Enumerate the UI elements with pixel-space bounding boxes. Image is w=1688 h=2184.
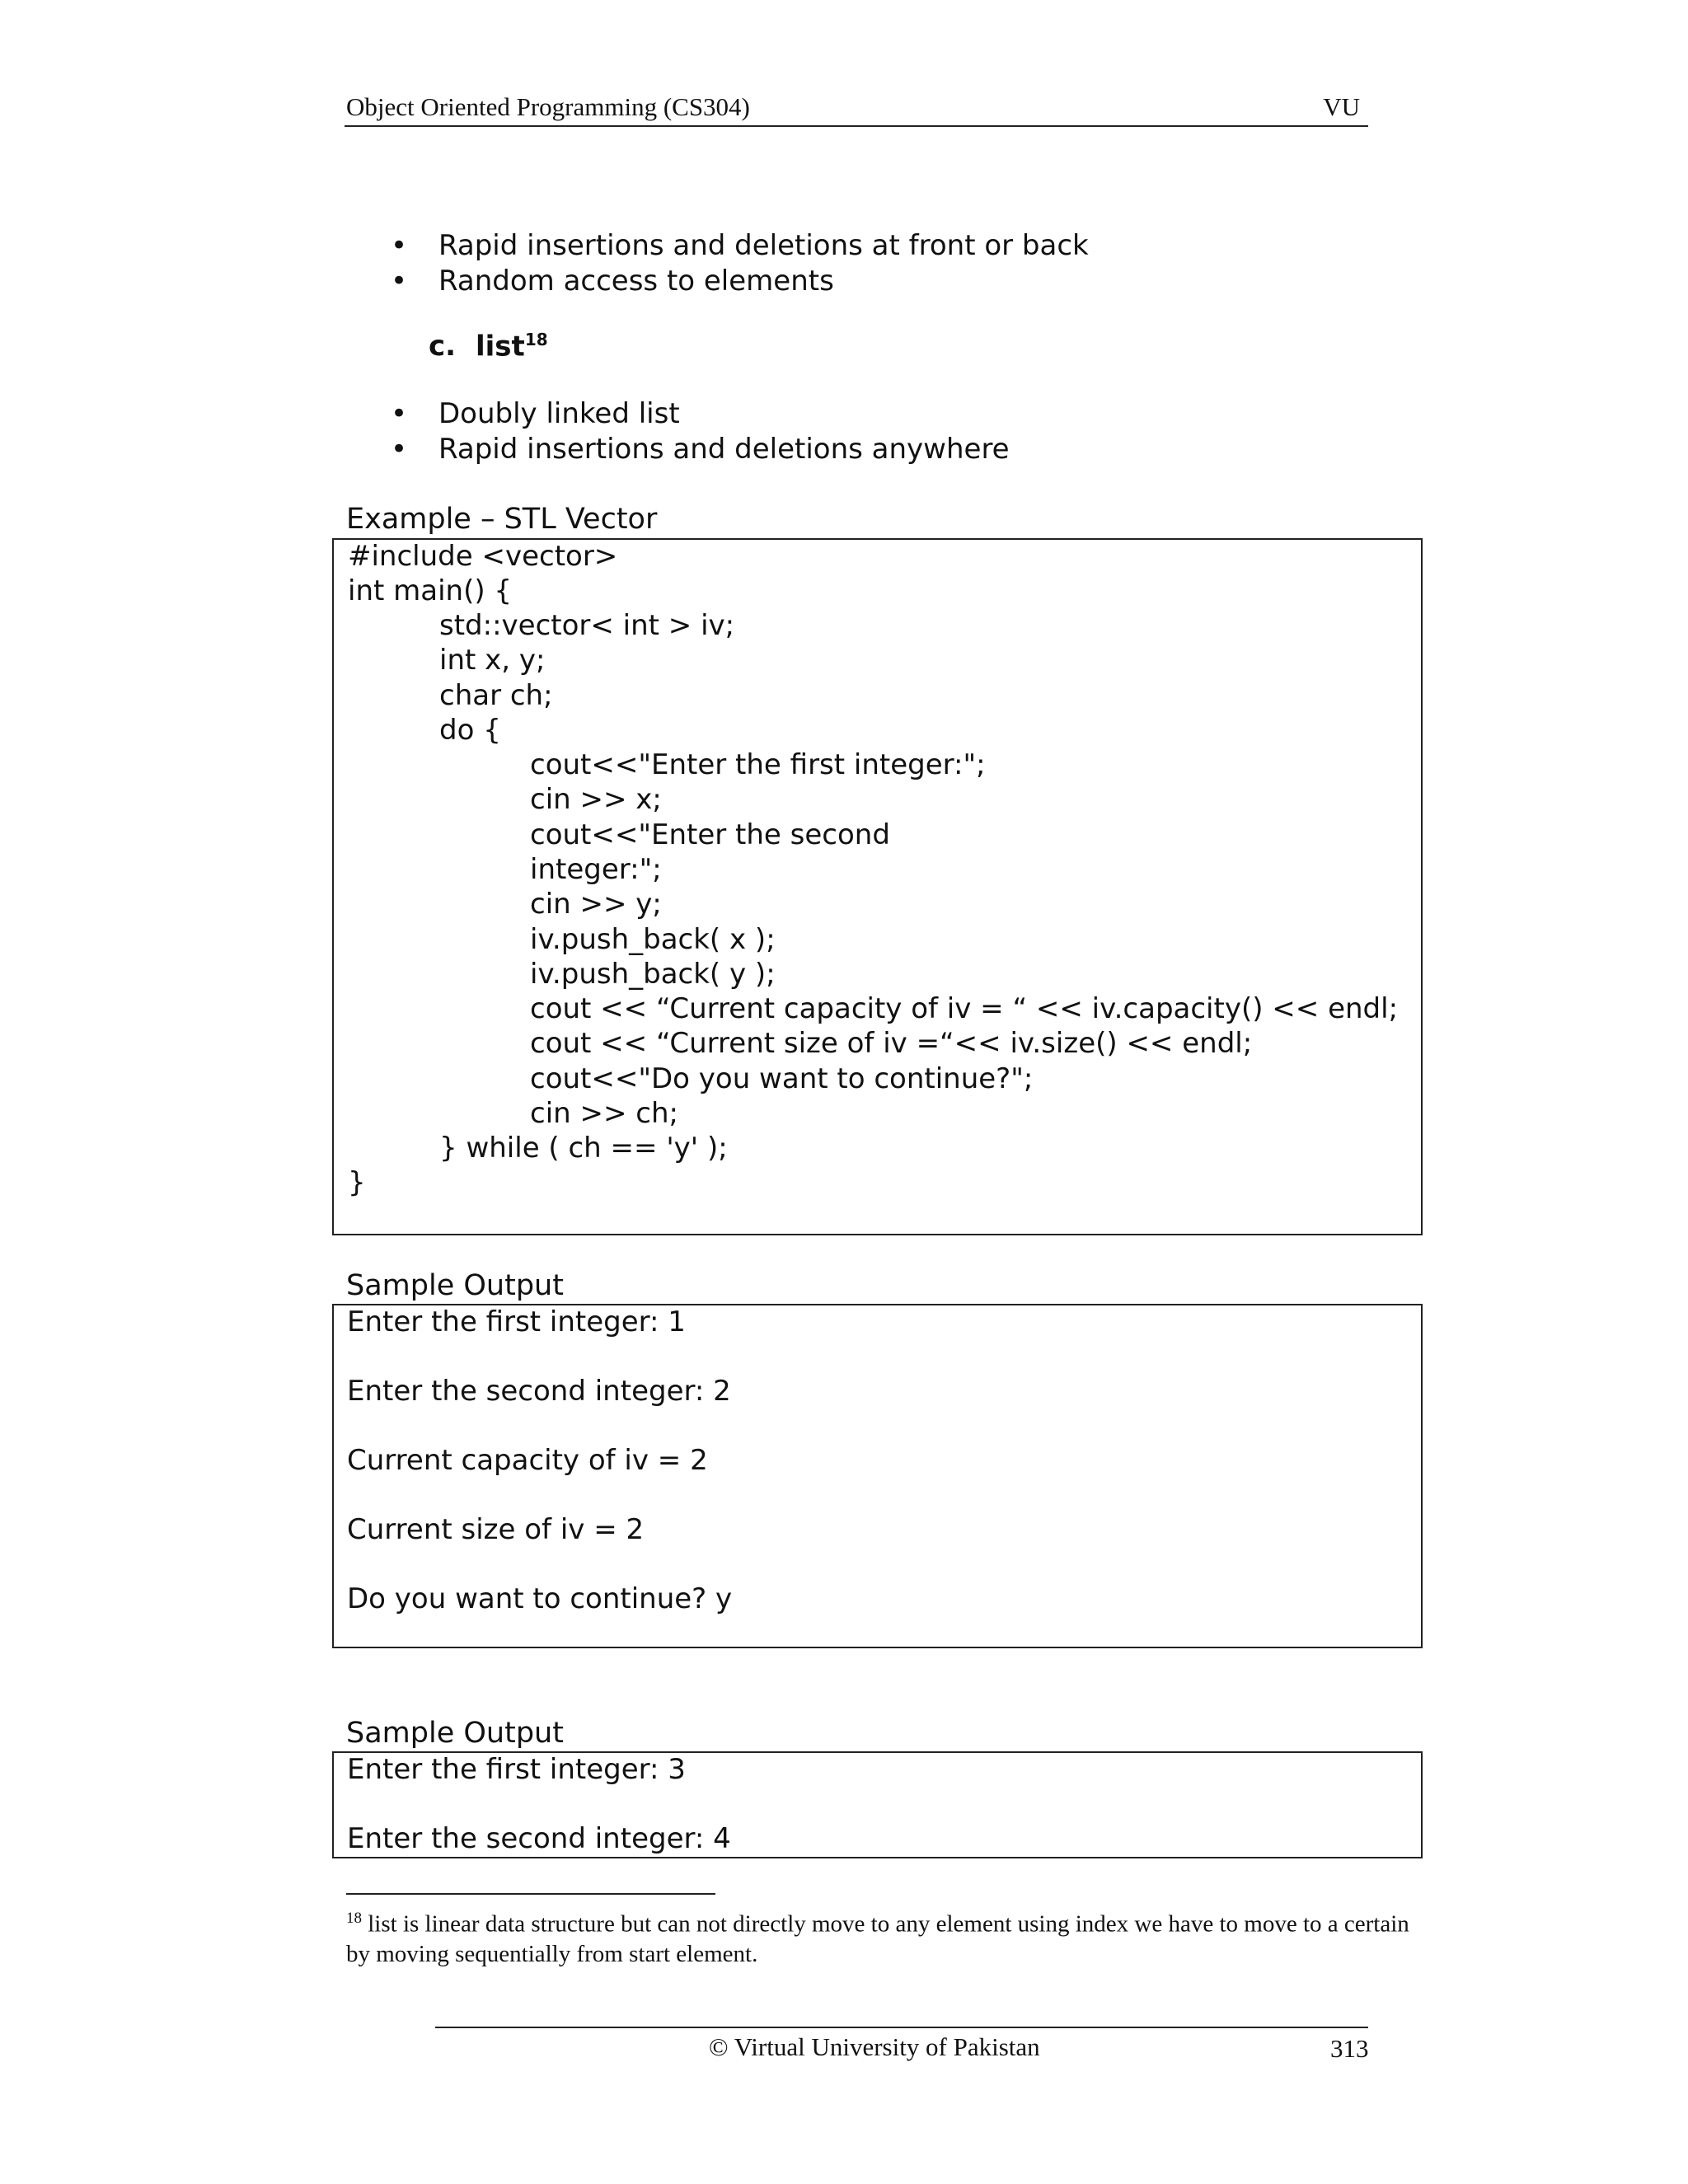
bullet-marker: • [391,229,408,262]
bullet-marker: • [391,397,408,430]
output-line: Current size of iv = 2 [347,1513,645,1546]
code-line: cout << “Current capacity of iv = “ << iv.capacity() << endl; [530,992,1399,1025]
institution-abbrev: VU [1323,92,1360,121]
code-line: char ch; [439,679,553,712]
page-header [345,91,1368,127]
bullet-marker: • [391,433,408,466]
list-item-text: Rapid insertions and deletions anywhere [438,433,1010,466]
code-line: cin >> ch; [530,1097,678,1130]
output-line: Enter the first integer: 1 [347,1305,686,1338]
code-line: int main() { [348,574,513,607]
sample-output-caption: Sample Output [346,1269,564,1302]
code-line: } while ( ch == 'y' ); [439,1132,728,1165]
footer-copyright: © Virtual University of Pakistan [709,2032,1040,2061]
list-item-text: Doubly linked list [438,397,680,430]
sample-output-box [332,1751,1423,1858]
subsection-letter: c. [429,330,457,363]
list-item-text: Rapid insertions and deletions at front or back [438,229,1089,262]
output-line: Current capacity of iv = 2 [347,1444,708,1477]
subsection-name: list [476,330,525,363]
sample-output-caption: Sample Output [346,1717,564,1750]
code-line: std::vector< int > iv; [439,609,735,642]
footnote [346,1904,1418,1969]
code-line: do { [439,714,501,747]
example-caption: Example – STL Vector [346,503,658,536]
output-line: Do you want to continue? y [347,1582,733,1615]
code-line: iv.push_back( y ); [530,958,776,991]
code-line: #include <vector> [348,540,618,573]
footnote-ref: 18 [524,330,548,349]
course-title: Object Oriented Programming (CS304) [346,92,750,121]
code-line: cin >> y; [530,888,662,921]
output-line: Enter the first integer: 3 [347,1753,686,1786]
footnote-number: 18 [346,1910,362,1927]
output-line: Enter the second integer: 2 [347,1375,731,1408]
page-number: 313 [1330,2034,1369,2063]
footnote-separator [346,1893,715,1895]
code-line: int x, y; [439,644,546,677]
sample-output-box [332,1304,1423,1648]
code-line: cout<<"Enter the second [530,818,890,851]
code-line: } [348,1166,366,1199]
code-line: cout << “Current size of iv =“<< iv.size() << endl; [530,1027,1253,1060]
footnote-text: list is linear data structure but can not directly move to any element using index we have to move to a certain by moving sequentially from start element. [346,1910,1409,1967]
code-line: cout<<"Enter the first integer:"; [530,748,986,781]
subsection-heading [429,330,548,363]
output-line: Enter the second integer: 4 [347,1822,731,1855]
code-line: cin >> x; [530,783,662,816]
bullet-marker: • [391,265,408,298]
code-box [332,538,1423,1235]
code-line: cout<<"Do you want to continue?"; [530,1062,1034,1095]
footer-separator [435,2027,1368,2028]
code-line: integer:"; [530,853,662,886]
code-line: iv.push_back( x ); [530,923,776,956]
list-item-text: Random access to elements [438,265,834,298]
